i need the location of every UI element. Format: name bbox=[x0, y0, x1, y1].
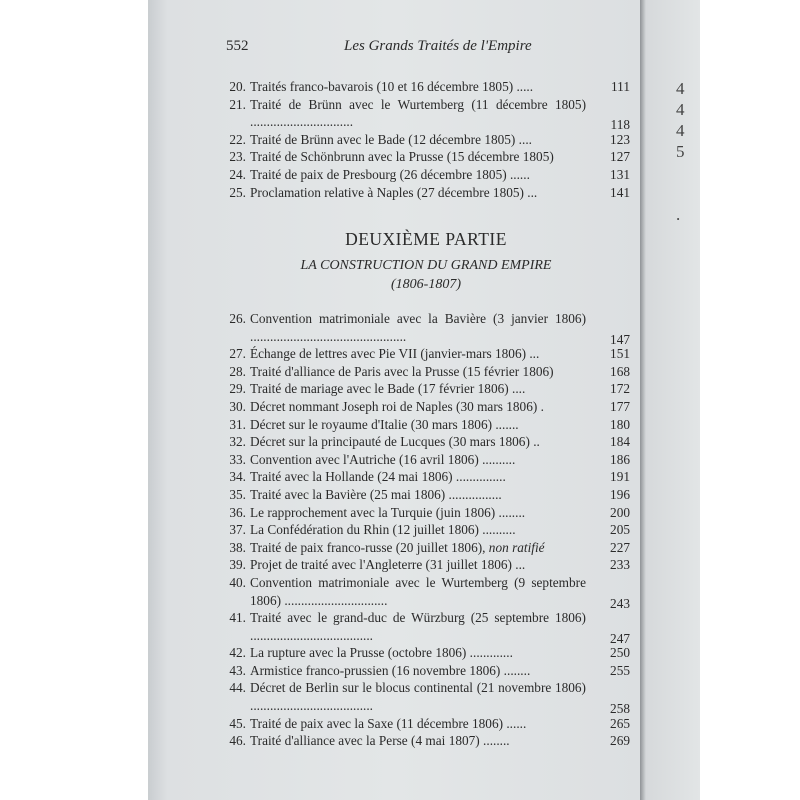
entry-page: 177 bbox=[610, 398, 630, 414]
entry-title-wrap bbox=[250, 345, 630, 363]
entry-number: 31. bbox=[229, 416, 246, 432]
edge-char: 4 bbox=[676, 100, 685, 119]
entry-title: Traité de paix avec la Saxe (11 décembre 1806) ...... bbox=[250, 715, 527, 731]
entry-page: 141 bbox=[610, 184, 630, 200]
entry-page: 250 bbox=[610, 645, 630, 661]
toc-entry bbox=[229, 679, 630, 717]
entry-title: Décret nommant Joseph roi de Naples (30 mars 1806) . bbox=[250, 398, 544, 414]
entry-title: La rupture avec la Prusse (octobre 1806) ............. bbox=[250, 645, 513, 661]
entry-number: 22. bbox=[229, 131, 246, 147]
toc-entry bbox=[230, 451, 630, 469]
entry-page: 168 bbox=[610, 363, 630, 379]
entry-title-wrap bbox=[250, 148, 630, 166]
entry-number: 40. bbox=[229, 574, 246, 590]
entry-page: 243 bbox=[610, 595, 630, 611]
entry-title-wrap bbox=[250, 715, 630, 733]
entry-number: 38. bbox=[229, 539, 246, 555]
entry-page: 227 bbox=[610, 539, 630, 555]
entry-title-wrap bbox=[250, 380, 630, 398]
adjacent-page-characters bbox=[676, 78, 685, 225]
entry-number: 44. bbox=[229, 680, 246, 696]
entry-title: Traité de Schönbrunn avec la Prusse (15 décembre 1805) bbox=[250, 149, 554, 165]
entry-title: Échange de lettres avec Pie VII (janvier-mars 1806) ... bbox=[250, 346, 540, 362]
entry-title: Décret de Berlin sur le blocus continental (21 novembre 1806) ..................................... bbox=[250, 680, 586, 714]
edge-char bbox=[676, 162, 685, 183]
entry-title-wrap bbox=[250, 644, 630, 662]
entry-title: Traité d'alliance avec la Perse (4 mai 1807) ........ bbox=[250, 733, 510, 749]
entry-title-wrap bbox=[250, 96, 630, 131]
toc-entry bbox=[230, 78, 630, 96]
entry-title: La Confédération du Rhin (12 juillet 1806) .......... bbox=[250, 522, 516, 538]
entry-page: 123 bbox=[610, 131, 630, 147]
entry-number: 39. bbox=[229, 557, 246, 573]
toc-entry bbox=[230, 715, 630, 733]
entry-title-wrap bbox=[250, 486, 630, 504]
entry-page: 200 bbox=[610, 504, 630, 520]
toc-entry bbox=[230, 363, 630, 381]
toc-entry bbox=[230, 148, 630, 166]
entry-number: 35. bbox=[229, 486, 246, 502]
entry-page: 269 bbox=[610, 733, 630, 749]
toc-entry bbox=[230, 166, 630, 184]
entry-number: 27. bbox=[229, 346, 246, 362]
entry-title: Traité d'alliance de Paris avec la Prusse (15 février 1806) bbox=[250, 363, 554, 379]
entry-page: 205 bbox=[610, 522, 630, 538]
entry-title-wrap bbox=[250, 732, 630, 750]
toc-entry bbox=[230, 521, 630, 539]
entry-title-wrap bbox=[250, 184, 630, 202]
toc-entry bbox=[230, 416, 630, 434]
entry-number: 41. bbox=[229, 610, 246, 626]
entry-number: 20. bbox=[229, 79, 246, 94]
entry-title-wrap bbox=[250, 78, 630, 96]
entry-title: Traités franco-bavarois (10 et 16 décembre 1805) ..... bbox=[250, 79, 534, 94]
entry-title: Traité de Brünn avec le Bade (12 décembre 1805) .... bbox=[250, 131, 532, 147]
book-page bbox=[148, 0, 640, 800]
entry-title: Traité avec la Bavière (25 mai 1806) ................ bbox=[250, 486, 502, 502]
toc-entry bbox=[230, 644, 630, 662]
toc-entry bbox=[230, 310, 630, 345]
entry-title: Traité de Brünn avec le Wurtemberg (11 décembre 1805) ............................... bbox=[250, 96, 586, 130]
edge-char bbox=[676, 183, 685, 204]
entry-number: 23. bbox=[229, 149, 246, 165]
toc-entry bbox=[230, 539, 630, 557]
entry-page: 186 bbox=[610, 451, 630, 467]
entry-page: 147 bbox=[610, 331, 630, 347]
entry-number: 32. bbox=[229, 434, 246, 450]
toc-entry bbox=[230, 556, 630, 574]
entry-number: 36. bbox=[229, 504, 246, 520]
entry-title-wrap bbox=[250, 504, 630, 522]
entry-number: 43. bbox=[229, 662, 246, 678]
entry-page: 118 bbox=[610, 117, 630, 133]
toc-entry bbox=[230, 380, 630, 398]
entry-page: 255 bbox=[610, 662, 630, 678]
entry-title-wrap bbox=[250, 539, 630, 557]
toc-entry bbox=[230, 131, 630, 149]
toc-entry bbox=[230, 468, 630, 486]
entry-title: Traité avec le grand-duc de Würzburg (25 septembre 1806) ..................................... bbox=[250, 610, 586, 643]
entry-page: 151 bbox=[610, 346, 630, 362]
toc-entry bbox=[230, 486, 630, 504]
entry-title-wrap bbox=[250, 451, 630, 469]
page-number: 552 bbox=[226, 38, 249, 54]
edge-char: 4 bbox=[676, 121, 685, 140]
entry-title-wrap bbox=[250, 574, 630, 609]
entry-number: 42. bbox=[229, 645, 246, 661]
entry-title-wrap bbox=[250, 679, 630, 714]
entry-number: 34. bbox=[229, 469, 246, 485]
entry-number: 21. bbox=[229, 96, 246, 112]
entry-title: Armistice franco-prussien (16 novembre 1806) ........ bbox=[250, 662, 531, 678]
toc-part-one bbox=[230, 78, 630, 201]
entry-number: 30. bbox=[229, 398, 246, 414]
entry-title-wrap bbox=[250, 398, 630, 416]
entry-title: Traité de mariage avec le Bade (17 février 1806) .... bbox=[250, 381, 526, 397]
entry-title-wrap bbox=[250, 521, 630, 539]
entry-page: 196 bbox=[610, 486, 630, 502]
toc-entry bbox=[230, 345, 630, 363]
part-subtitle: LA CONSTRUCTION DU GRAND EMPIRE bbox=[300, 258, 552, 273]
running-title: Les Grands Traités de l'Empire bbox=[344, 38, 532, 54]
entry-title-wrap bbox=[250, 416, 630, 434]
entry-title: Traité de paix franco-russe (20 juillet 1806), bbox=[250, 539, 486, 555]
entry-title: Projet de traité avec l'Angleterre (31 juillet 1806) ... bbox=[250, 557, 526, 573]
entry-title-wrap bbox=[250, 131, 630, 149]
toc-entry bbox=[230, 662, 630, 680]
edge-char: 5 bbox=[676, 142, 685, 161]
entry-title: Proclamation relative à Naples (27 décembre 1805) ... bbox=[250, 184, 538, 200]
entry-title-wrap bbox=[250, 468, 630, 486]
entry-page: 131 bbox=[610, 166, 630, 182]
entry-page: 184 bbox=[610, 434, 630, 450]
part-years: (1806-1807) bbox=[391, 277, 461, 292]
entry-number: 45. bbox=[229, 715, 246, 731]
toc-entry bbox=[230, 398, 630, 416]
entry-page: 258 bbox=[610, 701, 630, 717]
entry-page: 127 bbox=[610, 149, 630, 165]
entry-title-wrap bbox=[250, 310, 630, 345]
toc-entry bbox=[230, 96, 630, 131]
edge-char: . bbox=[676, 205, 681, 224]
entry-title: Décret sur la principauté de Lucques (30 mars 1806) .. bbox=[250, 434, 540, 450]
entry-page: 180 bbox=[610, 416, 630, 432]
entry-number: 26. bbox=[229, 311, 246, 326]
entry-page: 191 bbox=[610, 469, 630, 485]
entry-title-wrap bbox=[250, 662, 630, 680]
entry-number: 29. bbox=[229, 381, 246, 397]
entry-title-wrap bbox=[250, 433, 630, 451]
toc-entry bbox=[230, 433, 630, 451]
entry-title: Traité de paix de Presbourg (26 décembre 1805) ...... bbox=[250, 166, 530, 182]
toc-entry bbox=[230, 504, 630, 522]
entry-page: 265 bbox=[610, 715, 630, 731]
toc-part-two bbox=[230, 310, 630, 750]
entry-page: 233 bbox=[610, 557, 630, 573]
entry-title: Le rapprochement avec la Turquie (juin 1806) ........ bbox=[250, 504, 526, 520]
toc-entry bbox=[230, 732, 630, 750]
entry-title: Traité avec la Hollande (24 mai 1806) ............... bbox=[250, 469, 506, 485]
toc-entry bbox=[230, 574, 630, 609]
entry-number: 37. bbox=[229, 522, 246, 538]
toc-entry bbox=[230, 184, 630, 202]
entry-page: 111 bbox=[611, 79, 630, 94]
entry-title: Convention matrimoniale avec la Bavière (3 janvier 1806) ............................................... bbox=[250, 311, 586, 344]
entry-number: 24. bbox=[229, 166, 246, 182]
entry-note: non ratifié bbox=[488, 539, 545, 555]
entry-number: 46. bbox=[229, 733, 246, 749]
entry-title-wrap bbox=[250, 609, 630, 644]
entry-page: 247 bbox=[610, 630, 630, 646]
adjacent-page-edge bbox=[640, 0, 700, 800]
entry-title: Décret sur le royaume d'Italie (30 mars 1806) ....... bbox=[250, 416, 519, 432]
toc-entry bbox=[230, 609, 630, 644]
entry-number: 25. bbox=[229, 184, 246, 200]
part-title: DEUXIÈME PARTIE bbox=[345, 229, 507, 249]
entry-title-wrap bbox=[250, 363, 630, 381]
edge-char: 4 bbox=[676, 79, 685, 98]
entry-title: Convention avec l'Autriche (16 avril 1806) .......... bbox=[250, 451, 516, 467]
entry-title-wrap bbox=[250, 556, 630, 574]
entry-title: Convention matrimoniale avec le Wurtemberg (9 septembre 1806) ............................... bbox=[250, 574, 586, 608]
entry-number: 33. bbox=[229, 451, 246, 467]
entry-page: 172 bbox=[610, 381, 630, 397]
entry-title-wrap bbox=[250, 166, 630, 184]
entry-number: 28. bbox=[229, 363, 246, 379]
